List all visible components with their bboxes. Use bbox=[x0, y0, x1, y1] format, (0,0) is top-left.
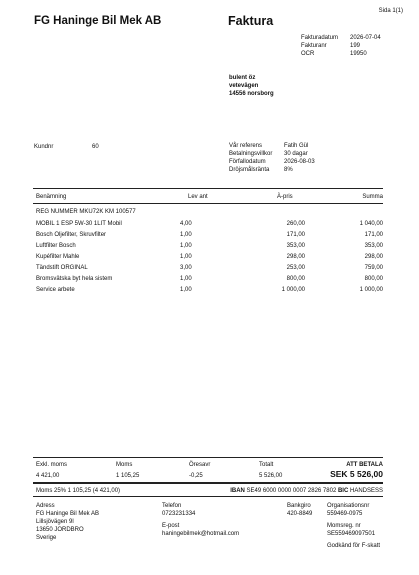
bic-value: HANDSESS bbox=[349, 488, 383, 494]
document-title: Faktura bbox=[228, 14, 274, 28]
row-qty: 1,00 bbox=[180, 231, 192, 238]
meta-label: Fakturadatum bbox=[301, 35, 339, 41]
row-qty: 1,00 bbox=[180, 242, 192, 249]
payment-terms bbox=[229, 142, 315, 174]
column-header-name: Benämning bbox=[36, 194, 67, 200]
meta-value: 199 bbox=[350, 43, 361, 49]
totals-top-divider bbox=[33, 457, 383, 458]
row-sum: 353,00 bbox=[364, 242, 383, 249]
epost-label: E-post bbox=[162, 523, 180, 529]
column-header-sum: Summa bbox=[362, 194, 383, 200]
terms-value: 8% bbox=[284, 167, 293, 173]
moms-label: Moms bbox=[116, 462, 133, 468]
iban-label: IBAN bbox=[230, 488, 245, 494]
recipient-name: bulent öz bbox=[229, 75, 256, 81]
row-sum: 800,00 bbox=[364, 275, 383, 282]
fskatt-note: Godkänd för F-skatt bbox=[327, 543, 381, 549]
recipient-street: vetevägen bbox=[229, 83, 259, 89]
exkl-moms-label: Exkl. moms bbox=[36, 462, 68, 468]
epost-value: haningebilmek@hotmail.com bbox=[162, 531, 240, 537]
terms-label: Förfallodatum bbox=[229, 159, 266, 165]
table-row bbox=[36, 240, 383, 251]
row-price: 353,00 bbox=[286, 242, 305, 249]
totals-bottom-divider bbox=[33, 482, 383, 484]
row-qty: 1,00 bbox=[180, 253, 192, 260]
bankgiro-value: 420-8849 bbox=[287, 511, 313, 517]
bankgiro-label: Bankgiro bbox=[287, 503, 311, 509]
momsreg-value: SE559469097501 bbox=[327, 531, 376, 537]
row-qty: 1,00 bbox=[180, 275, 192, 282]
customer-number-label: Kundnr bbox=[34, 144, 54, 150]
meta-value: 2026-07-04 bbox=[350, 35, 381, 41]
momsreg-label: Momsreg. nr bbox=[327, 523, 361, 529]
table-row bbox=[36, 229, 383, 240]
table-row bbox=[36, 262, 383, 273]
meta-row bbox=[301, 42, 381, 50]
row-price: 298,00 bbox=[286, 253, 305, 260]
exkl-moms-value: 4 421,00 bbox=[36, 473, 60, 479]
table-note: REG NUMMER MKU72K KM 100577 bbox=[36, 209, 136, 215]
item-table bbox=[36, 218, 383, 295]
row-name: Bosch Oljefilter, Skruvfilter bbox=[36, 231, 107, 238]
row-name: Luftfilter Bosch bbox=[36, 242, 76, 249]
row-name: MOBIL 1 ESP 5W-30 1LIT Mobil bbox=[36, 220, 122, 227]
recipient-city: 14556 norsborg bbox=[229, 91, 274, 97]
vat-summary: Moms 25% 1 105,25 (4 421,00) bbox=[36, 488, 121, 494]
row-name: Tändstift ORGINAL bbox=[36, 264, 88, 271]
footer-contact bbox=[162, 502, 239, 538]
meta-value: 19950 bbox=[350, 51, 367, 57]
terms-label: Vår referens bbox=[229, 143, 263, 149]
row-sum: 759,00 bbox=[364, 264, 383, 271]
adress-line: Sverige bbox=[36, 535, 57, 541]
row-price: 800,00 bbox=[286, 275, 305, 282]
totalt-value: 5 526,00 bbox=[259, 473, 283, 479]
customer-number-value: 60 bbox=[92, 144, 99, 150]
row-qty: 3,00 bbox=[180, 264, 192, 271]
terms-value: 30 dagar bbox=[284, 151, 308, 157]
table-row bbox=[36, 251, 383, 262]
meta-label: OCR bbox=[301, 51, 315, 57]
adress-line: Lillsjövägen 9l bbox=[36, 519, 74, 525]
row-name: Kupéfilter Mahle bbox=[36, 253, 80, 260]
terms-label: Dröjsmålsränta bbox=[229, 167, 270, 173]
oresavr-label: Öresavr bbox=[189, 462, 211, 468]
adress-line: FG Haninge Bil Mek AB bbox=[36, 511, 100, 517]
telefon-value: 0723231334 bbox=[162, 511, 196, 517]
company-name: FG Haninge Bil Mek AB bbox=[34, 15, 162, 27]
att-betala-value: SEK 5 526,00 bbox=[330, 469, 383, 479]
table-header-divider bbox=[33, 203, 383, 204]
telefon-label: Telefon bbox=[162, 503, 182, 509]
footer-divider bbox=[33, 496, 383, 497]
orgnr-value: 559469-0975 bbox=[327, 511, 363, 517]
invoice-meta bbox=[301, 34, 381, 58]
meta-row bbox=[301, 50, 381, 58]
row-price: 171,00 bbox=[286, 231, 305, 238]
iban-line bbox=[230, 487, 383, 495]
moms-value: 1 105,25 bbox=[116, 473, 140, 479]
column-header-price: À-pris bbox=[277, 194, 293, 200]
row-price: 260,00 bbox=[286, 220, 305, 227]
bic-label: BIC bbox=[337, 488, 349, 494]
row-price: 253,00 bbox=[286, 264, 305, 271]
row-name: Service arbete bbox=[36, 286, 75, 293]
table-row bbox=[36, 284, 383, 295]
page-number: Sida 1(1) bbox=[378, 8, 403, 14]
oresavr-value: -0,25 bbox=[189, 473, 203, 479]
table-row bbox=[36, 273, 383, 284]
iban-value: SE49 6000 0000 0007 2826 7802 bbox=[246, 488, 337, 494]
row-sum: 298,00 bbox=[364, 253, 383, 260]
adress-line: 13650 JORDBRO bbox=[36, 527, 84, 533]
column-header-qty: Lev ant bbox=[188, 194, 208, 200]
footer-company-ids bbox=[327, 502, 380, 550]
row-name: Bromsvätska byt hela sistem bbox=[36, 275, 113, 282]
meta-label: Fakturanr bbox=[301, 43, 327, 49]
att-betala-label: ATT BETALA bbox=[346, 462, 383, 468]
adress-label: Adress bbox=[36, 503, 55, 509]
footer-bankgiro bbox=[287, 502, 312, 518]
row-qty: 4,00 bbox=[180, 220, 192, 227]
totalt-label: Totalt bbox=[259, 462, 274, 468]
table-top-divider bbox=[33, 188, 383, 189]
recipient-address bbox=[229, 74, 274, 98]
row-sum: 1 000,00 bbox=[359, 286, 383, 293]
meta-row bbox=[301, 34, 381, 42]
terms-value: 2026-08-03 bbox=[284, 159, 315, 165]
footer-address bbox=[36, 502, 99, 542]
orgnr-label: Organisationsnr bbox=[327, 503, 370, 509]
terms-label: Betalningsvillkor bbox=[229, 151, 273, 157]
terms-value: Fatih Gül bbox=[284, 143, 309, 149]
row-price: 1 000,00 bbox=[281, 286, 305, 293]
row-sum: 1 040,00 bbox=[359, 220, 383, 227]
row-qty: 1,00 bbox=[180, 286, 192, 293]
row-sum: 171,00 bbox=[364, 231, 383, 238]
table-row bbox=[36, 218, 383, 229]
